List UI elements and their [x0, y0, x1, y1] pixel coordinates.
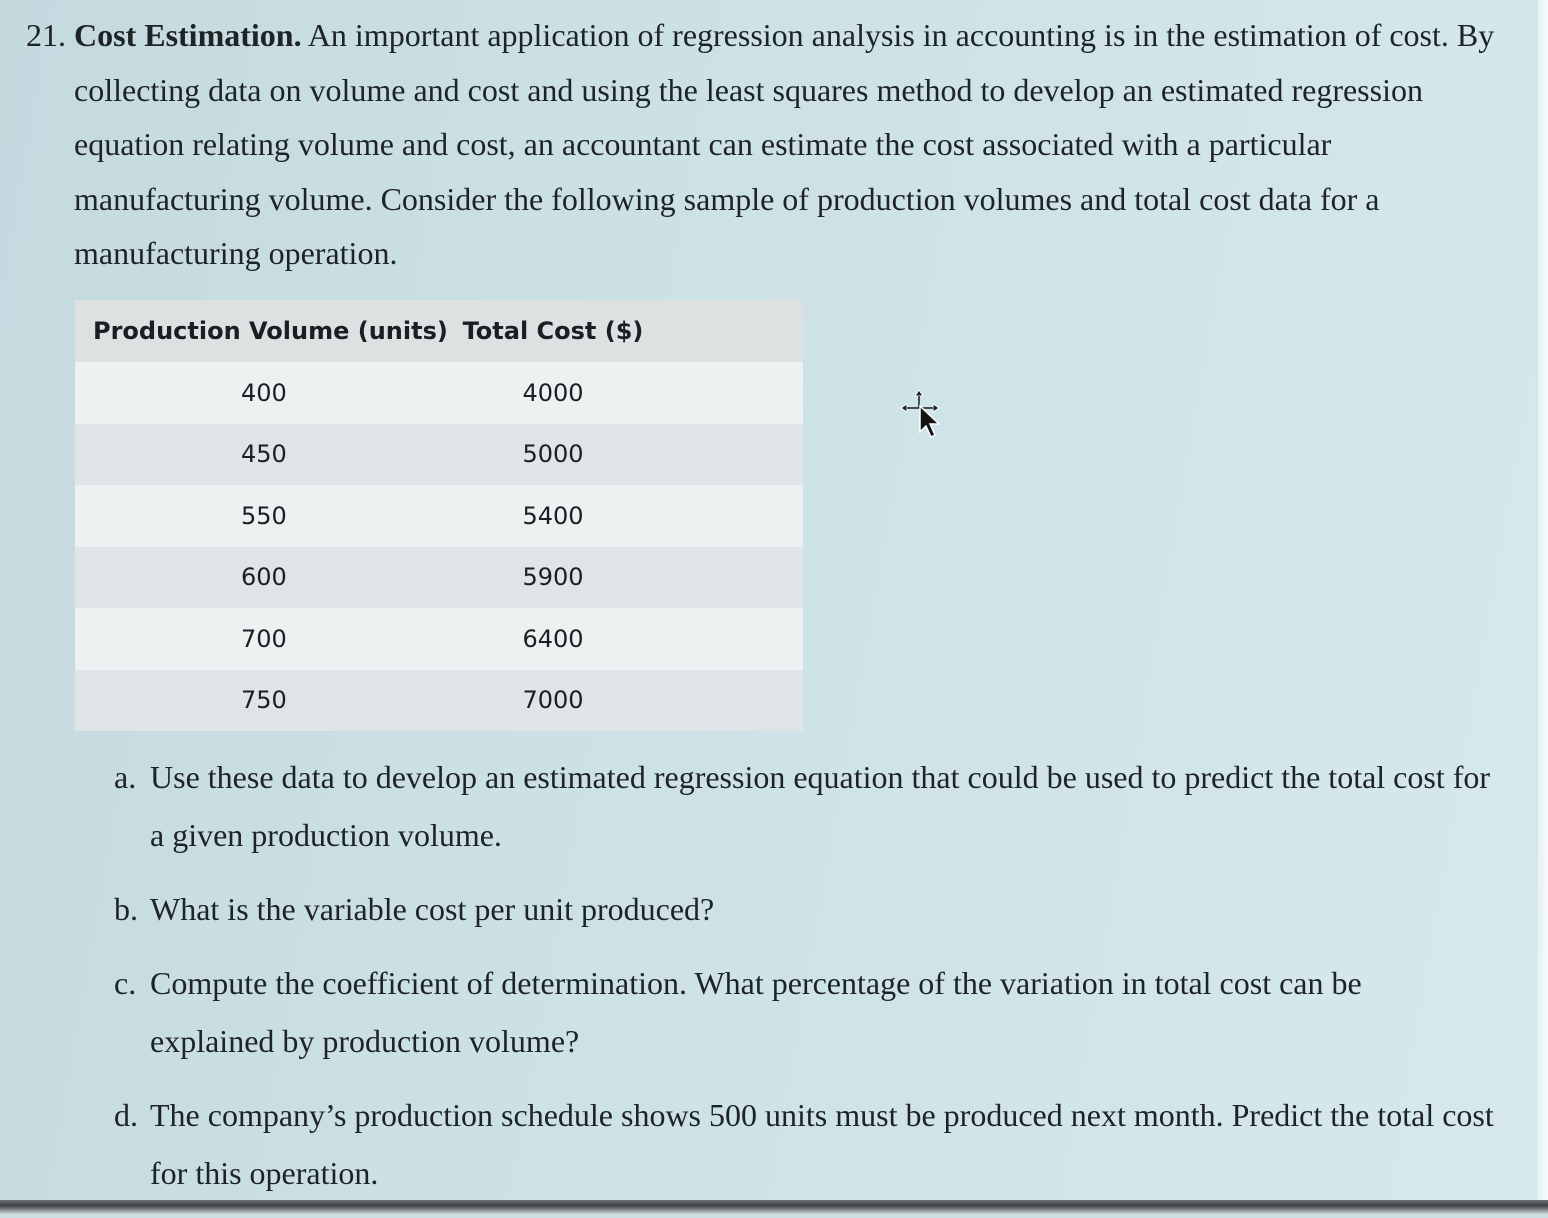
volume-cell: 450	[75, 424, 453, 486]
problem-statement	[26, 8, 1506, 281]
question-text: The company’s production schedule shows 500 units must be produced next month. Predict the total cost for this operation.	[150, 1097, 1494, 1191]
question-a	[114, 748, 1494, 864]
question-d	[114, 1086, 1494, 1202]
cost-cell: 7000	[453, 670, 803, 732]
problem-number: 21.	[26, 17, 66, 53]
table-row	[75, 362, 803, 424]
volume-cell: 550	[75, 485, 453, 547]
problem-intro: An important application of regression analysis in accounting is in the estimation of cost. By collecting data on volume and cost and using the least squares method to develop an estimated regression equation relating volume and cost, an accountant can estimate the cost associated with a particular manufacturing volume. Consider the following sample of production volumes and total cost data for a manufacturing operation.	[74, 17, 1495, 271]
question-list	[114, 748, 1494, 1218]
table-row	[75, 424, 803, 486]
question-text: What is the variable cost per unit produced?	[150, 891, 715, 927]
question-text: Compute the coefficient of determination. What percentage of the variation in total cost can be explained by production volume?	[150, 965, 1362, 1059]
header-total-cost: Total Cost ($)	[453, 300, 803, 362]
table-row	[75, 485, 803, 547]
question-text: Use these data to develop an estimated regression equation that could be used to predict the total cost for a given production volume.	[150, 759, 1491, 853]
volume-cell: 400	[75, 362, 453, 424]
table-row	[75, 608, 803, 670]
data-table	[75, 300, 803, 731]
question-b	[114, 880, 1494, 938]
volume-cell: 750	[75, 670, 453, 732]
volume-cell: 700	[75, 608, 453, 670]
question-letter: b.	[114, 891, 138, 927]
question-letter: c.	[114, 965, 137, 1001]
problem-title: Cost Estimation.	[74, 17, 302, 53]
cost-cell: 6400	[453, 608, 803, 670]
table-row	[75, 547, 803, 609]
page-edge	[1538, 0, 1548, 1214]
header-production-volume: Production Volume (units)	[75, 300, 453, 362]
question-letter: d.	[114, 1097, 138, 1133]
cost-cell: 5000	[453, 424, 803, 486]
question-letter: a.	[114, 759, 137, 795]
cost-cell: 4000	[453, 362, 803, 424]
question-c	[114, 954, 1494, 1070]
table-header-row	[75, 300, 803, 362]
table-row	[75, 670, 803, 732]
cost-cell: 5900	[453, 547, 803, 609]
move-cursor-icon	[898, 388, 946, 440]
volume-cell: 600	[75, 547, 453, 609]
cost-cell: 5400	[453, 485, 803, 547]
